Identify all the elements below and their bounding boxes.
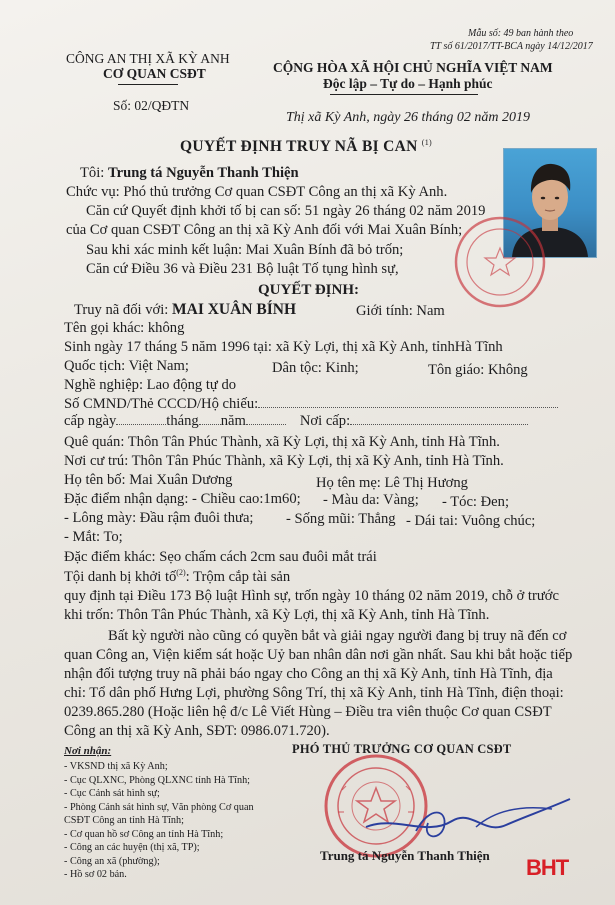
- wanted-line: [74, 301, 296, 319]
- ethnicity: Dân tộc: Kinh;: [272, 360, 359, 376]
- features-hair: - Tóc: Đen;: [442, 494, 510, 510]
- notice-line1: Bất kỳ người nào cũng có quyền bắt và giải ngay người đang bị truy nã đến cơ: [108, 628, 567, 644]
- issue-month-label: tháng: [166, 413, 199, 429]
- wanted-name: MAI XUÂN BÍNH: [172, 301, 296, 318]
- charge-label: Tội danh bị khởi tố: [64, 568, 177, 585]
- nationality: Quốc tịch: Việt Nam;: [64, 358, 189, 374]
- charge-note: (2): [176, 568, 186, 577]
- features-eyes: - Mắt: To;: [64, 529, 123, 545]
- issue-day-blank: [116, 424, 166, 425]
- occupation: Nghề nghiệp: Lao động tự do: [64, 377, 237, 393]
- basis-line2: Căn cứ Điều 36 và Điều 231 Bộ luật Tố tụng hình sự,: [86, 261, 399, 277]
- recipient-item: CSĐT Công an tỉnh Hà Tĩnh;: [64, 815, 184, 826]
- id-number-line: [64, 396, 558, 413]
- document-title: [180, 138, 432, 156]
- notice-line2: quan Công an, Viện kiểm sát hoặc Uỷ ban nhân dân nơi gần nhất. Sau khi bắt hoặc tiếp: [64, 647, 573, 663]
- residence: Nơi cư trú: Thôn Tân Phúc Thành, xã Kỳ Lợi, thị xã Kỳ Anh, tỉnh Hà Tĩnh.: [64, 453, 504, 469]
- title-text: QUYẾT ĐỊNH TRUY NÃ BỊ CAN: [180, 138, 418, 156]
- issuer-name: Trung tá Nguyễn Thanh Thiện: [107, 165, 299, 181]
- notice-line4: chỉ: Tổ dân phố Hưng Lợi, phường Sông Trí, thị xã Kỳ Anh, tỉnh Hà Tĩnh, điện thoại:: [64, 685, 564, 701]
- escape-location: khi trốn: Thôn Tân Phúc Thành, xã Kỳ Lợi, thị xã Kỳ Anh, tỉnh Hà Tĩnh.: [64, 607, 490, 623]
- hometown: Quê quán: Thôn Tân Phúc Thành, xã Kỳ Lợi, thị xã Kỳ Anh, tỉnh Hà Tĩnh.: [64, 434, 500, 450]
- id-number-label: Số CMND/Thẻ CCCD/Hộ chiếu:: [64, 396, 259, 412]
- agency-line1: CÔNG AN THỊ XÃ KỲ ANH: [66, 51, 230, 66]
- features-eyebrows: - Lông mày: Đầu rậm đuôi thưa;: [64, 510, 254, 526]
- issue-date-line: [64, 413, 528, 430]
- issuer-label: Tôi:: [80, 165, 108, 181]
- alias: Tên gọi khác: không: [64, 320, 185, 336]
- issue-year-label: năm: [220, 413, 246, 429]
- mother-name: Họ tên mẹ: Lê Thị Hương: [316, 475, 468, 491]
- title-note: (1): [421, 138, 433, 147]
- issue-year-blank: [246, 424, 286, 425]
- issue-date-label: cấp ngày: [64, 413, 117, 429]
- bht-logo: BHT: [526, 855, 569, 880]
- signer-name: Trung tá Nguyễn Thanh Thiện: [320, 848, 490, 863]
- recipients-heading: Nơi nhận:: [64, 745, 112, 757]
- agency-line2: CƠ QUAN CSĐT: [103, 66, 206, 81]
- recipients-list: [64, 760, 304, 882]
- issue-place-blank: [350, 424, 528, 425]
- issuer-line: [80, 165, 299, 182]
- agency-underline: [118, 84, 178, 85]
- basis-line1b: của Cơ quan CSĐT Công an thị xã Kỳ Anh đối với Mai Xuân Bính;: [66, 222, 463, 238]
- religion: Tôn giáo: Không: [428, 362, 528, 378]
- features-height: Đặc điểm nhận dạng: - Chiều cao:1m60;: [64, 491, 301, 507]
- nation-underline: [330, 94, 478, 95]
- recipient-item: - Hồ sơ 02 bản.: [64, 869, 127, 880]
- place-date: Thị xã Kỳ Anh, ngày 26 tháng 02 năm 2019: [286, 110, 530, 125]
- nation-line1: CỘNG HÒA XÃ HỘI CHỦ NGHĨA VIỆT NAM: [273, 60, 553, 75]
- recipient-item: - Công an xã (phường);: [64, 855, 160, 867]
- recipient-item: - Cục QLXNC, Phòng QLXNC tỉnh Hà Tĩnh;: [64, 774, 251, 786]
- recipient-item: - Công an các huyện (thị xã, TP);: [64, 842, 200, 853]
- features-ears: - Dái tai: Vuông chúc;: [406, 513, 536, 529]
- other-features: Đặc điểm khác: Sẹo chấm cách 2cm sau đuôi mắt trái: [64, 549, 377, 565]
- position-line: Chức vụ: Phó thủ trưởng Cơ quan CSĐT Công an thị xã Kỳ Anh.: [66, 184, 448, 200]
- id-number-blank: [258, 407, 558, 408]
- father-name: Họ tên bố: Mai Xuân Dương: [64, 472, 233, 488]
- features-nose: - Sống mũi: Thẳng: [286, 511, 396, 527]
- form-ref-line1: Mẫu số: 49 ban hành theo: [468, 28, 574, 39]
- charge-line: [64, 568, 290, 586]
- legal-provision: quy định tại Điều 173 Bộ luật Hình sự, trốn ngày 10 tháng 02 năm 2019, chỗ ở trước: [64, 588, 559, 604]
- issue-month-blank: [199, 424, 221, 425]
- notice-line6: Công an thị xã Kỳ Anh, SĐT: 0986.071.720).: [64, 723, 330, 739]
- nation-line2: Độc lập – Tự do – Hạnh phúc: [323, 76, 493, 91]
- features-skin: - Màu da: Vàng;: [323, 492, 419, 508]
- decision-heading: QUYẾT ĐỊNH:: [258, 282, 359, 298]
- recipient-item: - Cục Cảnh sát hình sự;: [64, 788, 160, 799]
- recipient-item: - VKSND thị xã Kỳ Anh;: [64, 761, 168, 772]
- gender: Giới tính: Nam: [356, 303, 445, 319]
- basis-line1: Căn cứ Quyết định khởi tố bị can số: 51 ngày 26 tháng 02 năm 2019: [86, 203, 486, 219]
- recipient-item: - Cơ quan hồ sơ Công an tỉnh Hà Tĩnh;: [64, 828, 224, 840]
- document-number: Số: 02/QĐTN: [113, 98, 190, 113]
- conclusion-line: Sau khi xác minh kết luận: Mai Xuân Bính đã bỏ trốn;: [86, 242, 404, 258]
- charge-value: : Trộm cắp tài sản: [185, 568, 291, 585]
- signer-title: PHÓ THỦ TRƯỞNG CƠ QUAN CSĐT: [292, 742, 512, 756]
- wanted-label: Truy nã đối với:: [74, 302, 172, 318]
- form-ref-line2: TT số 61/2017/TT-BCA ngày 14/12/2017: [430, 41, 593, 52]
- recipient-item: - Phòng Cảnh sát hình sự, Văn phòng Cơ quan: [64, 801, 254, 813]
- notice-line3: nhận đối tượng truy nã phải báo ngay cho Công an thị xã Kỳ Anh, tỉnh Hà Tĩnh, địa: [64, 666, 553, 682]
- photo-seal-icon: [450, 212, 550, 312]
- issue-place-label: Nơi cấp:: [299, 413, 351, 429]
- birth-info: Sinh ngày 17 tháng 5 năm 1996 tại: xã Kỳ Lợi, thị xã Kỳ Anh, tỉnhHà Tĩnh: [64, 339, 503, 355]
- signature-scribble-icon: [356, 775, 586, 855]
- notice-line5: 0239.865.280 (Hoặc liên hệ đ/c Lê Viết Hùng – Điều tra viên thuộc Cơ quan CSĐT: [64, 704, 552, 720]
